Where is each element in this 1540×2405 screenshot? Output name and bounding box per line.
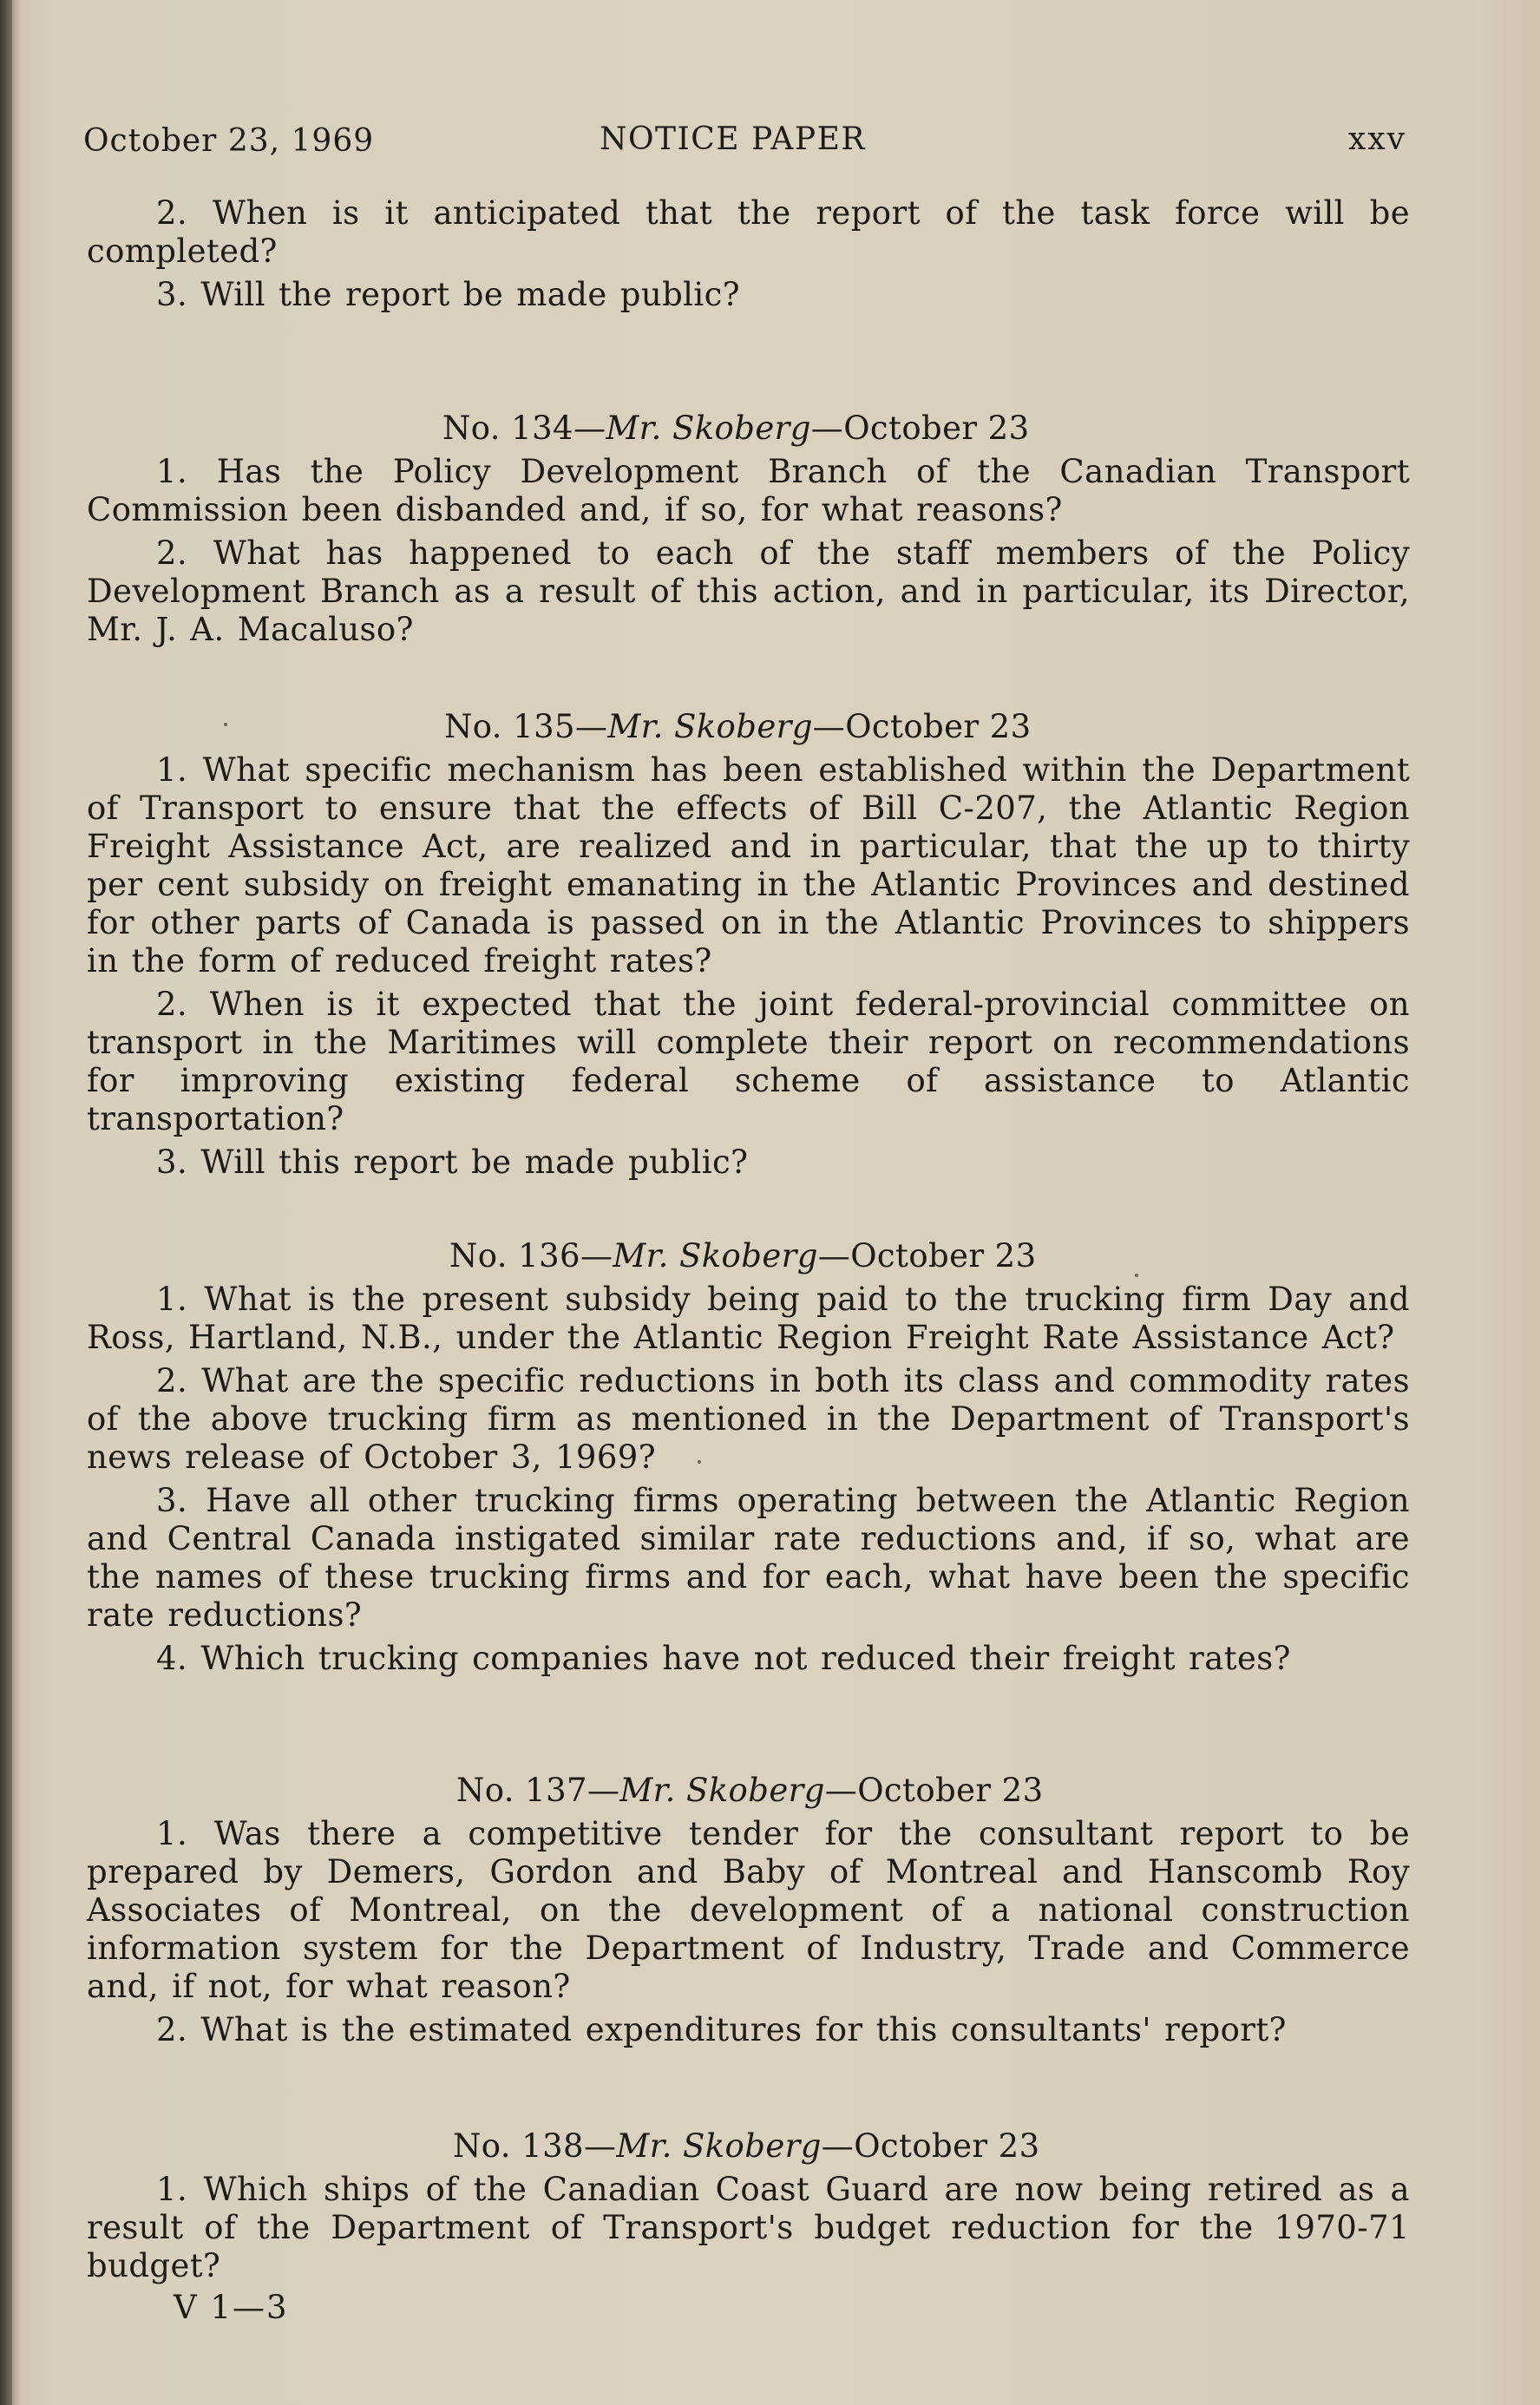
question-block	[87, 453, 1410, 654]
question-item: 4. Which trucking companies have not reduced their freight rates?	[156, 1640, 1291, 1677]
question-item: 2. What is the estimated expenditures for this consultants' report?	[156, 2011, 1287, 2048]
header-title: NOTICE PAPER	[600, 121, 867, 157]
signature-mark: V 1—3	[174, 2289, 289, 2326]
question-item: 1. Has the Policy Development Branch of the Canadian Transport Commission been disbanded and, if so, for what reasons?	[87, 453, 1411, 528]
question-item: 3. Have all other trucking firms operating between the Atlantic Region and Central Canada instigated similar rate reductions and, if so, what are the names of these trucking firms and for each, what have been the specific rate reductions?	[87, 1482, 1410, 1634]
question-block	[87, 751, 1410, 1187]
question-block	[87, 1815, 1410, 2054]
question-item: 1. What specific mechanism has been established within the Department of Transport to ensure that the effects of Bill C-207, the Atlantic Region Freight Assistance Act, are realized and in particular, that the up to thirty per cent subsidy on freight emanating in the Atlantic Provinces and destined for other parts of Canada is passed on in the Atlantic Provinces to shippers in the form of reduced freight rates?	[87, 751, 1410, 980]
question-item: 1. Which ships of the Canadian Coast Guard are now being retired as a result of the Department of Transport's budget reduction for the 1970-71 budget?	[87, 2171, 1410, 2284]
paper-speck	[1135, 1274, 1138, 1277]
binding-edge	[0, 0, 12, 2405]
question-heading: No. 135—Mr. Skoberg—October 23	[444, 708, 1032, 745]
question-item: 2. What has happened to each of the staff members of the Policy Development Branch as a result of this action, and in particular, its Director, Mr. J. A. Macaluso?	[87, 534, 1410, 648]
question-item: 2. When is it anticipated that the report of the task force will be completed?	[87, 194, 1410, 270]
question-heading: No. 134—Mr. Skoberg—October 23	[442, 410, 1030, 447]
running-head	[83, 123, 1406, 168]
question-heading: No. 136—Mr. Skoberg—October 23	[449, 1237, 1037, 1275]
question-item: 2. When is it expected that the joint federal-provincial committee on transport in the Maritimes will complete their report on recommendations for improving existing federal scheme of assistance to Atlantic transportation?	[87, 986, 1410, 1137]
question-item: 2. What are the specific reductions in both its class and commodity rates of the above trucking firm as mentioned in the Department of Transport's news release of October 3, 1969?	[87, 1362, 1410, 1476]
header-date: October 23, 1969	[83, 123, 375, 159]
question-item: 3. Will this report be made public?	[156, 1144, 749, 1181]
question-item: 1. What is the present subsidy being paid to the trucking firm Day and Ross, Hartland, N.B., under the Atlantic Region Freight Rate Assistance Act?	[87, 1281, 1410, 1356]
question-item: 1. Was there a competitive tender for the consultant report to be prepared by Demers, Gordon and Baby of Montreal and Hanscomb Roy Associates of Montreal, on the development of a national construction information system for the Department of Industry, Trade and Commerce and, if not, for what reason?	[87, 1815, 1410, 2005]
question-heading: No. 137—Mr. Skoberg—October 23	[456, 1772, 1044, 1809]
paper-speck	[224, 723, 227, 726]
question-block	[87, 1281, 1410, 1683]
page-number: xxv	[1348, 121, 1406, 157]
intro-block	[87, 194, 1410, 319]
question-heading: No. 138—Mr. Skoberg—October 23	[453, 2127, 1040, 2165]
question-block	[87, 2171, 1410, 2290]
paper-speck	[698, 1460, 701, 1464]
question-item: 3. Will the report be made public?	[156, 276, 740, 313]
